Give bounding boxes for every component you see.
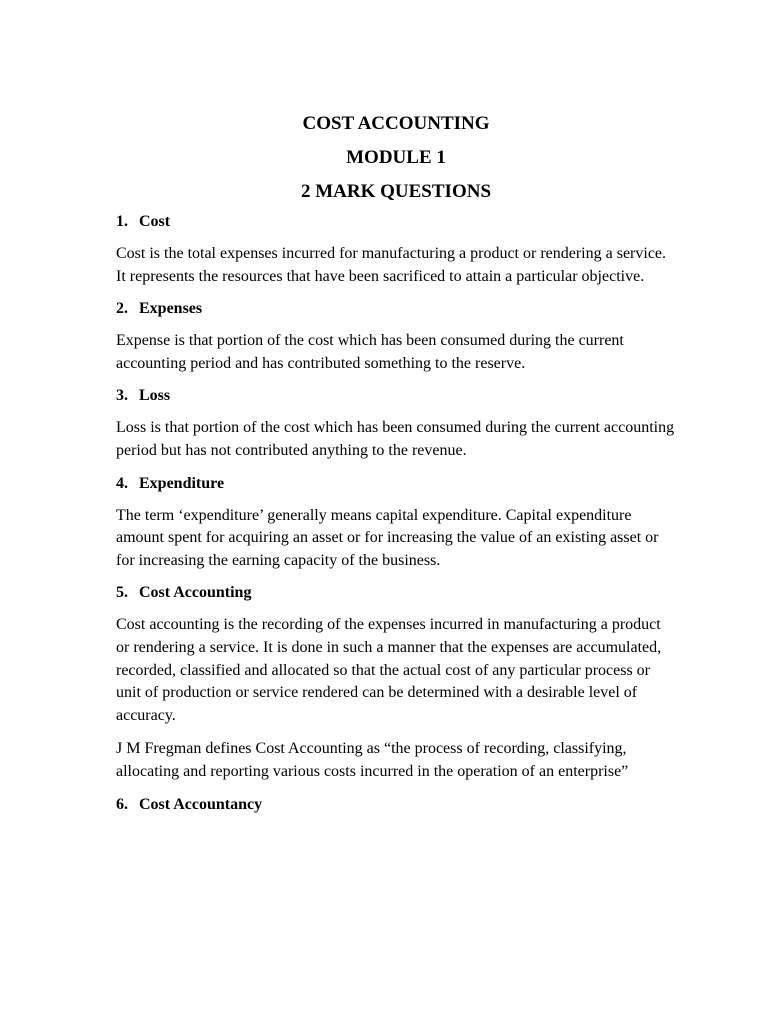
section-heading-text: Loss — [139, 387, 171, 405]
questions-title: 2 MARK QUESTIONS — [300, 181, 492, 202]
section-heading-cost-accounting — [116, 583, 676, 603]
section-number: 5. — [116, 584, 128, 602]
document-title: COST ACCOUNTING — [302, 113, 490, 134]
section-heading-loss — [116, 386, 676, 406]
section-heading-text: Cost Accounting — [139, 584, 252, 602]
section-heading-expenses — [116, 299, 676, 319]
section-paragraph: Expense is that portion of the cost which has been consumed during the current accounting period and has contributed something to the reserve. — [116, 332, 624, 372]
section-heading-cost — [116, 212, 676, 232]
section-paragraph: Loss is that portion of the cost which has been consumed during the current accounting period but has not contributed anything to the revenue. — [116, 419, 675, 459]
document-content — [116, 112, 676, 815]
section-number: 1. — [116, 213, 128, 230]
section-heading-text: Expenses — [139, 300, 203, 318]
section-number: 4. — [116, 474, 128, 492]
section-heading-text: Cost Accountancy — [139, 795, 263, 813]
definition-paragraph: J M Fregman defines Cost Accounting as “the process of recording, classifying, allocating and reporting various costs incurred in the operation of an enterprise” — [116, 740, 629, 780]
section-heading-text: Cost — [139, 213, 171, 230]
section-heading-cost-accountancy — [116, 795, 676, 815]
section-number: 2. — [116, 300, 128, 318]
section-paragraph: Cost accounting is the recording of the expenses incurred in manufacturing a product or rendering a service. It is done in such a manner that the expenses are accumulated, recorded, classified and allocated so that the actual cost of any particular process or unit of production or service rendered can be determined with a desirable level of accuracy. — [116, 616, 662, 724]
module-title: MODULE 1 — [346, 147, 446, 168]
section-heading-expenditure — [116, 474, 676, 494]
section-number: 3. — [116, 387, 128, 405]
section-heading-text: Expenditure — [139, 474, 225, 492]
section-number: 6. — [116, 795, 128, 813]
section-paragraph: Cost is the total expenses incurred for manufacturing a product or rendering a service. It represents the resources that have been sacrificed to attain a particular objective. — [116, 245, 667, 285]
section-paragraph: The term ‘expenditure’ generally means capital expenditure. Capital expenditure amount spent for acquiring an asset or for increasing the value of an existing asset or for increasing the earning capacity of the business. — [116, 506, 659, 569]
